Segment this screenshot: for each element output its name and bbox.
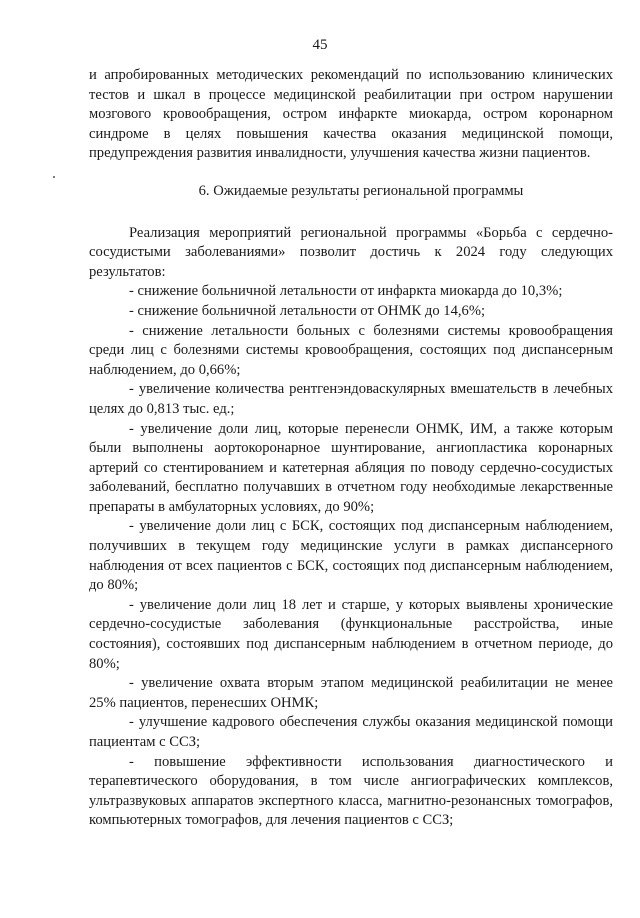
- lead-paragraph: Реализация мероприятий региональной программы «Борьба с сердечно-сосудистыми заболеваниями» позволит достичь к 2024 году следующих результатов:: [89, 224, 613, 280]
- result-item: - увеличение количества рентгенэндоваскулярных вмешательств в лечебных целях до 0,813 тыс. ед.;: [89, 381, 613, 417]
- result-item: - снижение больничной летальности от ОНМК до 14,6%;: [129, 302, 486, 319]
- result-item: - увеличение доли лиц 18 лет и старше, у которых выявлены хронические сердечно-сосудистые заболевания (функциональные расстройства, иные состояния), состоявших под диспансерным наблюдением в отчетном периоде, до 80%;: [89, 596, 613, 672]
- scan-speck: [53, 176, 55, 178]
- result-item: - увеличение доли лиц с БСК, состоящих под диспансерным наблюдением, получивших в текущем году медицинские услуги в рамках диспансерного наблюдения от всех пациентов с БСК, состоящих под диспансерным наблюдением, до 80%;: [89, 518, 613, 594]
- result-item: - повышение эффективности использования диагностического и терапевтического оборудования, в том числе ангиографических комплексов, ультразвуковых аппаратов экспертного класса, магнитно-резонансных томографов, компьютерных томографов, для лечения пациентов с ССЗ;: [89, 753, 613, 829]
- result-item: - улучшение кадрового обеспечения службы оказания медицинской помощи пациентам с ССЗ;: [89, 714, 613, 750]
- page-number: 45: [312, 37, 328, 53]
- intro-paragraph: и апробированных методических рекомендаций по использованию клинических тестов и шкал в процессе медицинской реабилитации при остром нарушении мозгового кровообращения, остром инфаркте миокарда, остром коронарном синдроме в целях повышения качества оказания медицинской помощи, предупреждения развития инвалидности, улучшения качества жизни пациентов.: [89, 67, 613, 162]
- result-item: - снижение летальности больных с болезнями системы кровообращения среди лиц с болезнями системы кровообращения, состоящих под диспансерным наблюдением, до 0,66%;: [89, 322, 613, 378]
- result-item: - снижение больничной летальности от инфаркта миокарда до 10,3%;: [129, 283, 563, 300]
- result-item: - увеличение охвата вторым этапом медицинской реабилитации не менее 25% пациентов, перенесших ОНМК;: [89, 675, 613, 711]
- scan-speck: [356, 199, 357, 200]
- results-list: [89, 282, 613, 831]
- section-heading: 6. Ожидаемые результаты региональной программы: [198, 182, 524, 199]
- result-item: - увеличение доли лиц, которые перенесли ОНМК, ИМ, а также которым были выполнены аортокоронарное шунтирование, ангиопластика коронарных артерий со стентированием и катетерная абляция по поводу сердечно-сосудистых заболеваний, бесплатно получавших в отчетном году необходимые лекарственные препараты в амбулаторных условиях, до 90%;: [89, 420, 613, 515]
- body-text: [89, 66, 613, 831]
